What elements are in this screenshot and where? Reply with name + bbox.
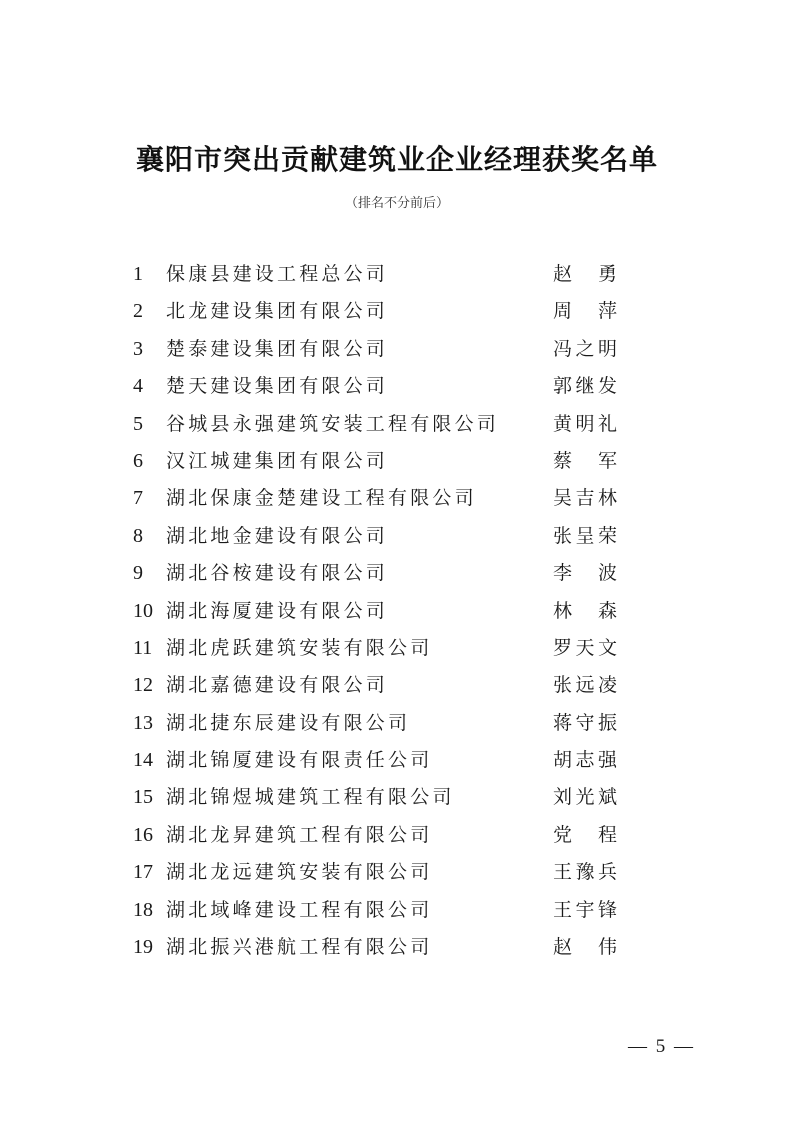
entry-manager: 李 波 — [553, 562, 617, 585]
entry-company: 湖北龙昇建筑工程有限公司 — [166, 823, 433, 846]
entry-manager: 党 程 — [553, 823, 617, 846]
list-item — [0, 667, 794, 704]
list-item — [0, 742, 794, 779]
entry-index: 10 — [133, 599, 153, 622]
entry-manager: 黄 明 礼 — [553, 412, 617, 435]
entry-manager: 罗 天 文 — [553, 636, 617, 659]
entry-company: 湖北锦煜城建筑工程有限公司 — [166, 786, 455, 809]
list-item — [0, 593, 794, 630]
entry-manager: 周 萍 — [553, 300, 617, 323]
list-item — [0, 705, 794, 742]
entry-manager: 赵 伟 — [553, 936, 617, 959]
entry-manager: 冯 之 明 — [553, 337, 617, 360]
entry-manager: 林 森 — [553, 599, 617, 622]
entry-index: 15 — [133, 786, 153, 809]
entry-company: 湖北保康金楚建设工程有限公司 — [166, 487, 477, 510]
entry-company: 保康县建设工程总公司 — [166, 263, 389, 285]
document-title: 襄阳市突出贡献建筑业企业经理获奖名单 — [135, 143, 658, 176]
entry-index: 18 — [133, 898, 153, 921]
page-number: — 5 — — [628, 1036, 695, 1057]
entry-index: 13 — [133, 711, 153, 734]
entry-index: 8 — [133, 524, 143, 547]
entry-manager: 郭 继 发 — [553, 375, 617, 398]
list-item — [0, 555, 794, 592]
entry-manager: 刘 光 斌 — [553, 786, 617, 809]
entry-index: 1 — [133, 263, 143, 285]
list-item — [0, 256, 794, 293]
entry-index: 17 — [133, 861, 153, 884]
list-item — [0, 779, 794, 816]
entry-manager: 蔡 军 — [553, 449, 617, 472]
entry-index: 9 — [133, 562, 143, 585]
award-list — [0, 256, 794, 966]
entry-manager: 赵 勇 — [553, 263, 617, 285]
entry-company: 湖北谷桉建设有限公司 — [166, 562, 389, 585]
entry-index: 2 — [133, 300, 143, 323]
entry-company: 楚天建设集团有限公司 — [166, 375, 389, 398]
entry-index: 11 — [133, 636, 153, 659]
list-item — [0, 892, 794, 929]
entry-company: 湖北龙远建筑安装有限公司 — [166, 861, 433, 884]
list-item — [0, 518, 794, 555]
entry-company: 湖北锦厦建设有限责任公司 — [166, 749, 433, 772]
entry-manager: 张 远 凌 — [553, 674, 617, 697]
entry-index: 19 — [133, 936, 153, 959]
entry-manager: 王 宇 锋 — [553, 898, 617, 921]
entry-manager: 张 呈 荣 — [553, 524, 617, 547]
entry-manager: 王 豫 兵 — [553, 861, 617, 884]
entry-company: 湖北振兴港航工程有限公司 — [166, 936, 433, 959]
entry-company: 楚泰建设集团有限公司 — [166, 337, 389, 360]
entry-company: 湖北域峰建设工程有限公司 — [166, 898, 433, 921]
entry-company: 湖北地金建设有限公司 — [166, 524, 389, 547]
entry-manager: 蒋 守 振 — [553, 711, 617, 734]
list-item — [0, 480, 794, 517]
list-item — [0, 368, 794, 405]
list-item — [0, 406, 794, 443]
document-subtitle: （排名不分前后） — [344, 196, 449, 211]
entry-manager: 吴 吉 林 — [553, 487, 617, 510]
list-item — [0, 331, 794, 368]
entry-manager: 胡 志 强 — [553, 749, 617, 772]
list-item — [0, 630, 794, 667]
entry-index: 6 — [133, 449, 143, 472]
entry-index: 14 — [133, 749, 153, 772]
entry-index: 3 — [133, 337, 143, 360]
entry-company: 湖北捷东辰建设有限公司 — [166, 711, 411, 734]
entry-index: 16 — [133, 823, 153, 846]
entry-company: 湖北嘉德建设有限公司 — [166, 674, 389, 697]
entry-company: 谷城县永强建筑安装工程有限公司 — [166, 412, 500, 435]
list-item — [0, 854, 794, 891]
entry-index: 4 — [133, 375, 143, 398]
entry-index: 5 — [133, 412, 143, 435]
entry-index: 12 — [133, 674, 153, 697]
entry-company: 湖北虎跃建筑安装有限公司 — [166, 636, 433, 659]
entry-company: 北龙建设集团有限公司 — [166, 300, 389, 323]
list-item — [0, 817, 794, 854]
entry-company: 湖北海厦建设有限公司 — [166, 599, 389, 622]
list-item — [0, 293, 794, 330]
list-item — [0, 929, 794, 966]
list-item — [0, 443, 794, 480]
entry-index: 7 — [133, 487, 143, 510]
entry-company: 汉江城建集团有限公司 — [166, 449, 389, 472]
